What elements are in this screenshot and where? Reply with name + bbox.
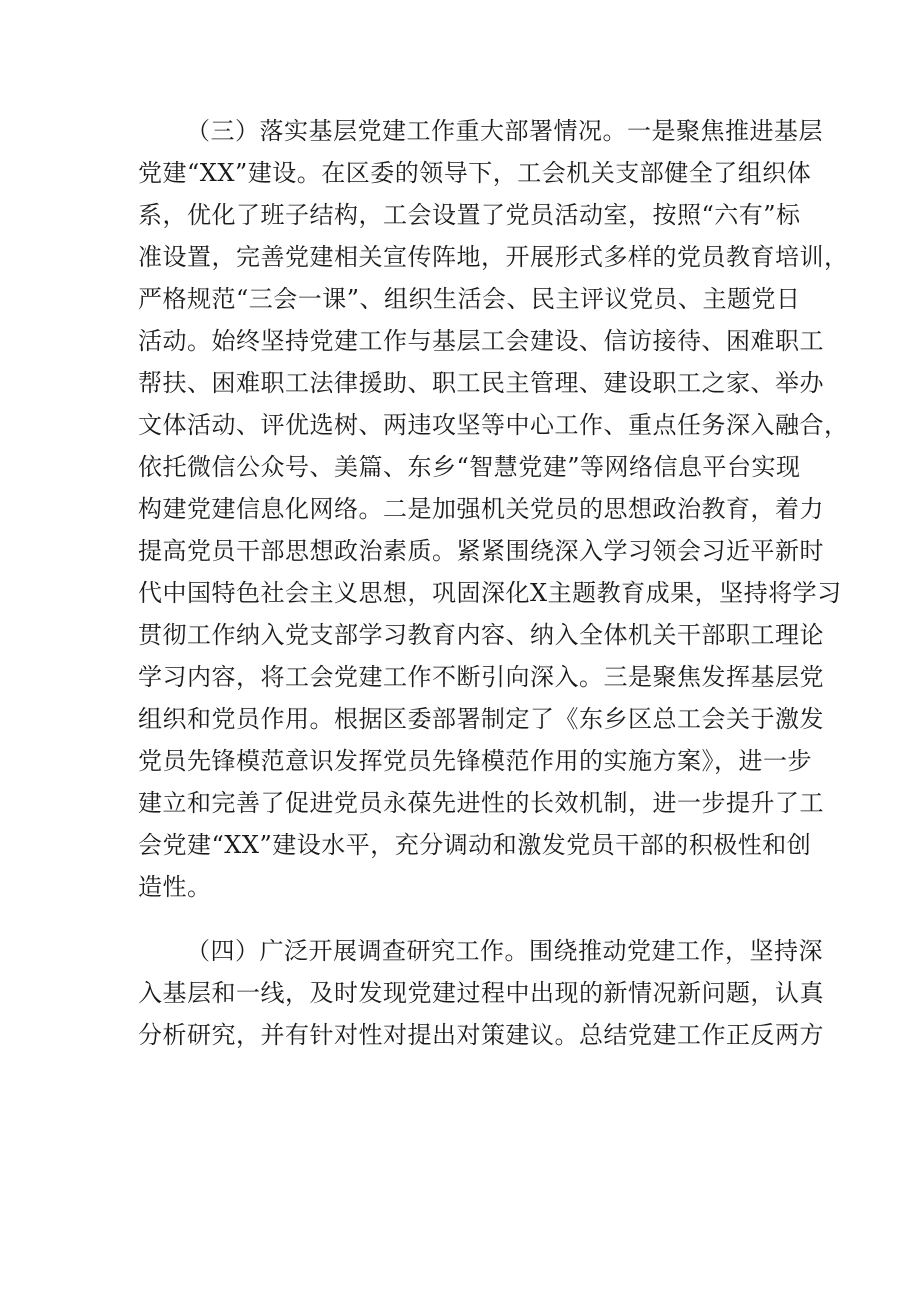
text-line: 建立和完善了促进党员永葆先进性的长效机制，进一步提升了工 <box>138 789 824 817</box>
text-line: 党建“XX”建设。在区委的领导下，工会机关支部健全了组织体 <box>138 159 812 187</box>
text-line: 构建党建信息化网络。二是加强机关党员的思想政治教育，着力 <box>138 495 824 523</box>
text-line: 学习内容，将工会党建工作不断引向深入。三是聚焦发挥基层党 <box>138 663 824 691</box>
text-line: 党员先锋模范意识发挥党员先锋模范作用的实施方案》，进一步 <box>138 747 812 775</box>
paragraph-section-4 <box>138 930 824 1056</box>
text-line: 活动。始终坚持党建工作与基层工会建设、信访接待、困难职工 <box>138 327 824 355</box>
paragraph-spacer <box>138 908 798 930</box>
text-line: 准设置，完善党建相关宣传阵地，开展形式多样的党员教育培训， <box>138 243 849 271</box>
text-line: 分析研究，并有针对性对提出对策建议。总结党建工作正反两方 <box>138 1021 824 1049</box>
text-line: 入基层和一线，及时发现党建过程中出现的新情况新问题，认真 <box>138 979 824 1007</box>
text-line: 组织和党员作用。根据区委部署制定了《东乡区总工会关于激发 <box>138 705 824 733</box>
text-line: 系，优化了班子结构，工会设置了党员活动室，按照“六有”标 <box>138 201 801 229</box>
text-line: （三）落实基层党建工作重大部署情况。一是聚焦推进基层 <box>186 117 823 145</box>
text-line: 会党建“XX”建设水平，充分调动和激发党员干部的积极性和创 <box>138 831 812 859</box>
text-line: （四）广泛开展调查研究工作。围绕推动党建工作，坚持深 <box>186 937 823 965</box>
text-line: 严格规范“三会一课”、组织生活会、民主评议党员、主题党日 <box>138 285 801 313</box>
paragraph-section-3 <box>138 110 849 908</box>
text-line: 提高党员干部思想政治素质。紧紧围绕深入学习领会习近平新时 <box>138 537 824 565</box>
text-line: 帮扶、困难职工法律援助、职工民主管理、建设职工之家、举办 <box>138 369 824 397</box>
text-line: 造性。 <box>138 873 212 901</box>
document-body <box>138 110 849 1056</box>
text-line: 贯彻工作纳入党支部学习教育内容、纳入全体机关干部职工理论 <box>138 621 824 649</box>
text-line: 代中国特色社会主义思想，巩固深化X主题教育成果，坚持将学习 <box>138 579 842 607</box>
text-line: 依托微信公众号、美篇、东乡“智慧党建”等网络信息平台实现 <box>138 453 801 481</box>
text-line: 文体活动、评优选树、两违攻坚等中心工作、重点任务深入融合， <box>138 411 849 439</box>
